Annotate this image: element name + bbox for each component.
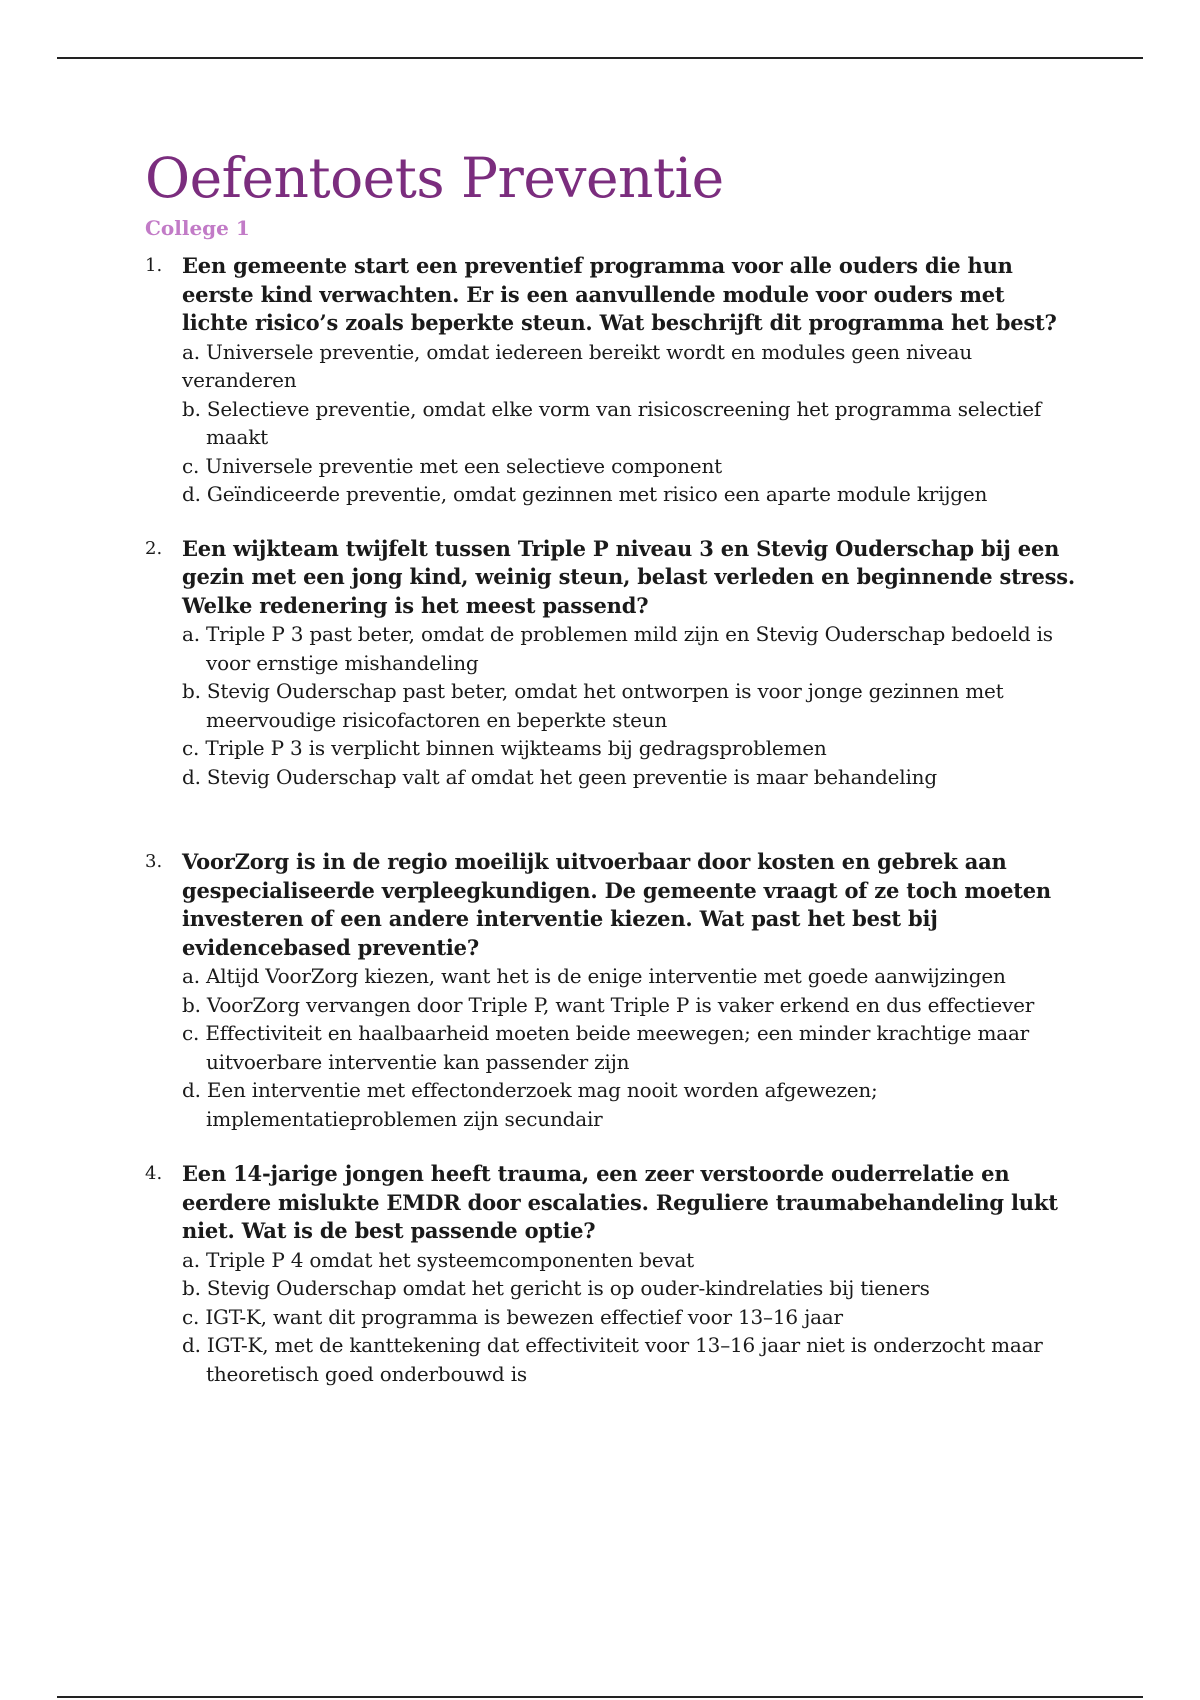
question-number: 4. <box>145 1163 163 1184</box>
question-text: Een gemeente start een preventief programma voor alle ouders die hun eerste kind verwachten. Er is een aanvullende module voor ouders met lichte risico’s zoals beperkte steun. Wat beschrijft dit programma het best? <box>182 253 1057 335</box>
bottom-rule <box>57 1696 1143 1698</box>
answer-option-c: c. IGT-K, want dit programma is bewezen effectief voor 13–16 jaar <box>182 1304 843 1329</box>
page-title: Oefentoets Preventie <box>145 146 724 210</box>
question-list <box>145 252 1075 1388</box>
question-4 <box>145 1160 1075 1388</box>
question-2 <box>145 535 1075 792</box>
answer-option-d: d. IGT-K, met de kanttekening dat effectiviteit voor 13–16 jaar niet is onderzocht maar theoretisch goed onderbouwd is <box>182 1333 1043 1386</box>
answer-option-d: d. Stevig Ouderschap valt af omdat het geen preventie is maar behandeling <box>182 764 937 789</box>
answer-options <box>182 338 1075 509</box>
question-3 <box>145 848 1075 1133</box>
answer-option-c: c. Effectiviteit en haalbaarheid moeten beide meewegen; een minder krachtige maar uitvoerbare interventie kan passender zijn <box>182 1021 1030 1074</box>
answer-option-b: b. Stevig Ouderschap past beter, omdat het ontworpen is voor jonge gezinnen met meervoudige risicofactoren en beperkte steun <box>182 679 1004 732</box>
answer-option-a: a. Triple P 3 past beter, omdat de problemen mild zijn en Stevig Ouderschap bedoeld is voor ernstige mishandeling <box>182 622 1053 675</box>
question-text: VoorZorg is in de regio moeilijk uitvoerbaar door kosten en gebrek aan gespecialiseerde verpleegkundigen. De gemeente vraagt of ze toch moeten investeren of een andere interventie kiezen. Wat past het best bij evidencebased preventie? <box>182 849 1051 960</box>
answer-option-d: d. Een interventie met effectonderzoek mag nooit worden afgewezen; implementatieproblemen zijn secundair <box>182 1078 878 1131</box>
question-text: Een wijkteam twijfelt tussen Triple P niveau 3 en Stevig Ouderschap bij een gezin met een jong kind, weinig steun, belast verleden en beginnende stress. Welke redenering is het meest passend? <box>182 535 1076 618</box>
document-body <box>145 146 1075 1388</box>
answer-option-c: c. Triple P 3 is verplicht binnen wijkteams bij gedragsproblemen <box>182 736 827 760</box>
answer-option-c: c. Universele preventie met een selectieve component <box>182 453 722 478</box>
answer-option-a: a. Triple P 4 omdat het systeemcomponenten bevat <box>182 1247 695 1272</box>
question-text: Een 14-jarige jongen heeft trauma, een zeer verstoorde ouderrelatie en eerdere mislukte EMDR door escalaties. Reguliere traumabehandeling lukt niet. Wat is de best passende optie? <box>182 1161 1058 1243</box>
top-rule <box>57 57 1143 59</box>
answer-option-a: a. Altijd VoorZorg kiezen, want het is de enige interventie met goede aanwijzingen <box>182 964 1006 988</box>
question-number: 3. <box>145 851 163 872</box>
answer-option-d: d. Geïndiceerde preventie, omdat gezinnen met risico een aparte module krijgen <box>182 482 988 506</box>
question-number: 1. <box>145 255 163 276</box>
answer-option-b: b. VoorZorg vervangen door Triple P, want Triple P is vaker erkend en dus effectiever <box>182 992 1035 1017</box>
answer-option-a: a. Universele preventie, omdat iedereen bereikt wordt en modules geen niveau veranderen <box>182 339 973 392</box>
answer-options <box>182 962 1075 1133</box>
answer-options <box>182 1246 1075 1389</box>
question-1 <box>145 252 1075 509</box>
answer-option-b: b. Selectieve preventie, omdat elke vorm van risicoscreening het programma selectief maakt <box>182 396 1042 449</box>
answer-option-b: b. Stevig Ouderschap omdat het gericht is op ouder-kindrelaties bij tieners <box>182 1276 930 1300</box>
question-number: 2. <box>145 537 163 559</box>
answer-options <box>182 620 1075 791</box>
section-heading: College 1 <box>145 216 250 240</box>
